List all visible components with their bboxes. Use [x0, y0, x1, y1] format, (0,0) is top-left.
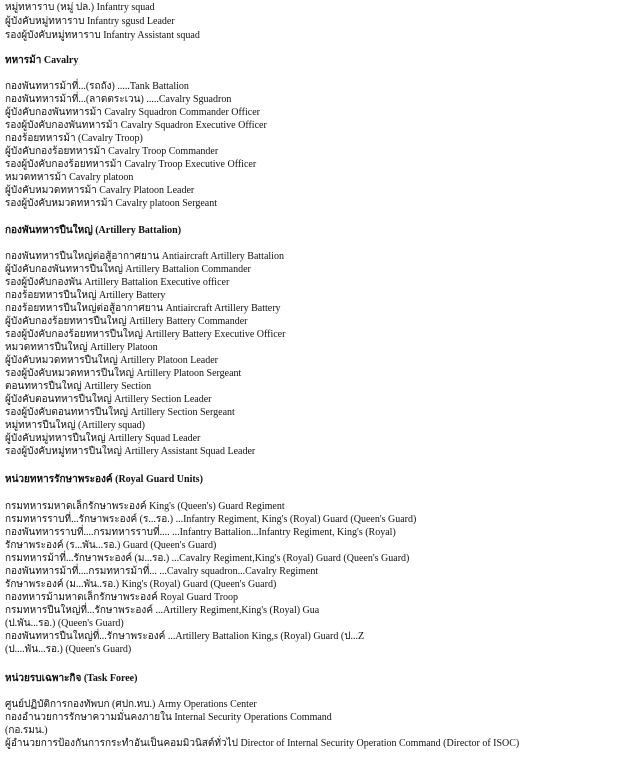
list-item: กองอำนวยการรักษาความมั่นคงภายใน Internal Security Operations Command [5, 712, 332, 723]
intro-line: รองผู้บังคับหมู่ทหาราบ Infantry Assistant squad [5, 30, 200, 41]
list-item: รองผู้บังคับหมวดทหารม้า Cavalry platoon Sergeant [5, 198, 218, 209]
list-item: รักษาพระองค์ (ร...พัน...รอ.) Guard (Queen's Guard) [5, 540, 217, 551]
section-heading-royal-guard: หน่วยทหารรักษาพระองค์ (Royal Guard Units) [5, 474, 203, 485]
list-item: หมวดทหารปืนใหญ่ Artillery Platoon [5, 342, 158, 353]
list-item: กรมทหารมหาดเล็กรักษาพระองค์ King's (Queen's) Guard Regiment [5, 501, 285, 512]
section-heading-cavalry: ทหารม้า Cavalry [5, 55, 79, 66]
intro-line: ผู้บังคับหมู่ทหาราบ Infantry sgusd Leader [5, 16, 175, 27]
list-item: รองผู้บังคับกองพันทหารม้า Cavalry Squadron Executive Officer [5, 120, 267, 131]
list-item: กองพันทหารม้าที่...(รถถัง) .....Tank Battalion [5, 81, 189, 92]
list-item: ผู้บังคับหมวดทหารปืนใหญ่ Artillery Platoon Leader [5, 355, 219, 366]
list-item: ผู้บังคับกองร้อยทหารปืนใหญ่ Artillery Battery Commander [5, 316, 248, 327]
list-item: รองผู้บังคับหมู่ทหารปืนใหญ่ Artillery Assistant Squad Leader [5, 446, 256, 457]
list-item: ผู้บังคับหมู่ทหารปืนใหญ่ Artillery Squad Leader [5, 433, 201, 444]
list-item: (ป.พัน...รอ.) (Queen's Guard) [5, 618, 124, 629]
list-item: กรมทหารราบที่...รักษาพระองค์ (ร...รอ.) ...Infantry Regiment, King's (Royal) Guard (Queen's Guard) [5, 514, 417, 525]
list-item: กองพันทหารม้าที่...(ลาดตระเวน) .....Cavalry Sguadron [5, 94, 232, 105]
list-item: หมู่ทหารปืนใหญ่ (Artillery squad) [5, 420, 145, 431]
list-item: รองผู้บังคับกองพัน Artillery Battalion Executive officer [5, 277, 230, 288]
list-item: ผู้บังคับกองร้อยทหารม้า Cavalry Troop Commander [5, 146, 219, 157]
list-item: ผู้บังคับตอนทหารปืนใหญ่ Artillery Section Leader [5, 394, 212, 405]
intro-line: หมู่ทหาราบ (หมู่ ปล.) Infantry squad [5, 2, 155, 13]
list-item: รองผู้บังคับหมวดทหารปืนใหญ่ Artillery Platoon Sergeant [5, 368, 242, 379]
list-item: รองผู้บังคับกองร้อยทหารปืนใหญ่ Artillery Battery Executive Officer [5, 329, 286, 340]
list-item: กองพันทหารราบที่....กรมทหารราบที่.... ...Infantry Battalion...Infantry Regiment, King's (Royal) [5, 527, 396, 538]
list-item: กองทหารม้ามหาดเล็กรักษาพระองค์ Royal Guard Troop [5, 592, 239, 603]
list-item: รักษาพระองค์ (ม...พัน..รอ.) King's (Royal) Guard (Queen's Guard) [5, 579, 277, 590]
list-item: หมวดทหารม้า Cavalry platoon [5, 172, 134, 183]
list-item: กองพันทหารปืนใหญ่ต่อสู้อากาศยาน Antiaircraft Artillery Battalion [5, 251, 284, 262]
list-item: รองผู้บังคับตอนทหารปืนใหญ่ Artillery Section Sergeant [5, 407, 235, 418]
list-item: ตอนทหารปืนใหญ่ Artillery Section [5, 381, 152, 392]
list-item: รองผู้บังคับกองร้อยทหารม้า Cavalry Troop Executive Officer [5, 159, 257, 170]
list-item: กองร้อยทหารปืนใหญ่ต่อสู้อากาศยาน Antiaircraft Artillery Battery [5, 303, 281, 314]
list-item: กองพันทหารปืนใหญ่ที่...รักษาพระองค์ ...Artillery Battalion King,s (Royal) Guard (ป...Z [5, 631, 365, 642]
list-item: กองพันทหารม้าที่....กรมทหารม้าที่... ...Cavalry squadron...Cavalry Regiment [5, 566, 319, 577]
list-item: กองร้อยทหารม้า (Cavalry Troop) [5, 133, 143, 144]
list-item: ผู้บังคับกองพันทหารปืนใหญ่ Artillery Battalion Commander [5, 264, 251, 275]
list-item: กรมทหารปืนใหญ่ที่...รักษาพระองค์ ...Artillery Regiment,King's (Royal) Gua [5, 605, 320, 616]
section-heading-artillery: กองพันทหารปืนใหญ่ (Artillery Battalion) [5, 225, 182, 236]
list-item: กองร้อยทหารปืนใหญ่ Artillery Battery [5, 290, 166, 301]
list-item: (ป....พัน...รอ.) (Queen's Guard) [5, 644, 132, 655]
list-item: กรมทหารม้าที่...รักษาพระองค์ (ม...รอ.) ...Cavalry Regiment,King's (Royal) Guard (Queen's Guard) [5, 553, 410, 564]
list-item: ผู้บังคับกองพันทหารม้า Cavalry Squadron Commander Officer [5, 107, 260, 118]
list-item: ผู้บังคับหมวดทหารม้า Cavalry Platoon Leader [5, 185, 195, 196]
list-item: (กอ.รมน.) [5, 725, 48, 736]
list-item: ผู้อำนวยการป้องกันการกระทำอันเป็นคอมมิวนิสต์ทั่วไป Director of Internal Security Operation Command (Director of ISOC) [5, 738, 520, 749]
list-item: ศูนย์ปฏิบัติการกองทัพบก (ศปก.ทบ.) Army Operations Center [5, 699, 257, 710]
section-heading-task-force: หน่วยรบเฉพาะกิจ (Task Foree) [5, 673, 138, 684]
